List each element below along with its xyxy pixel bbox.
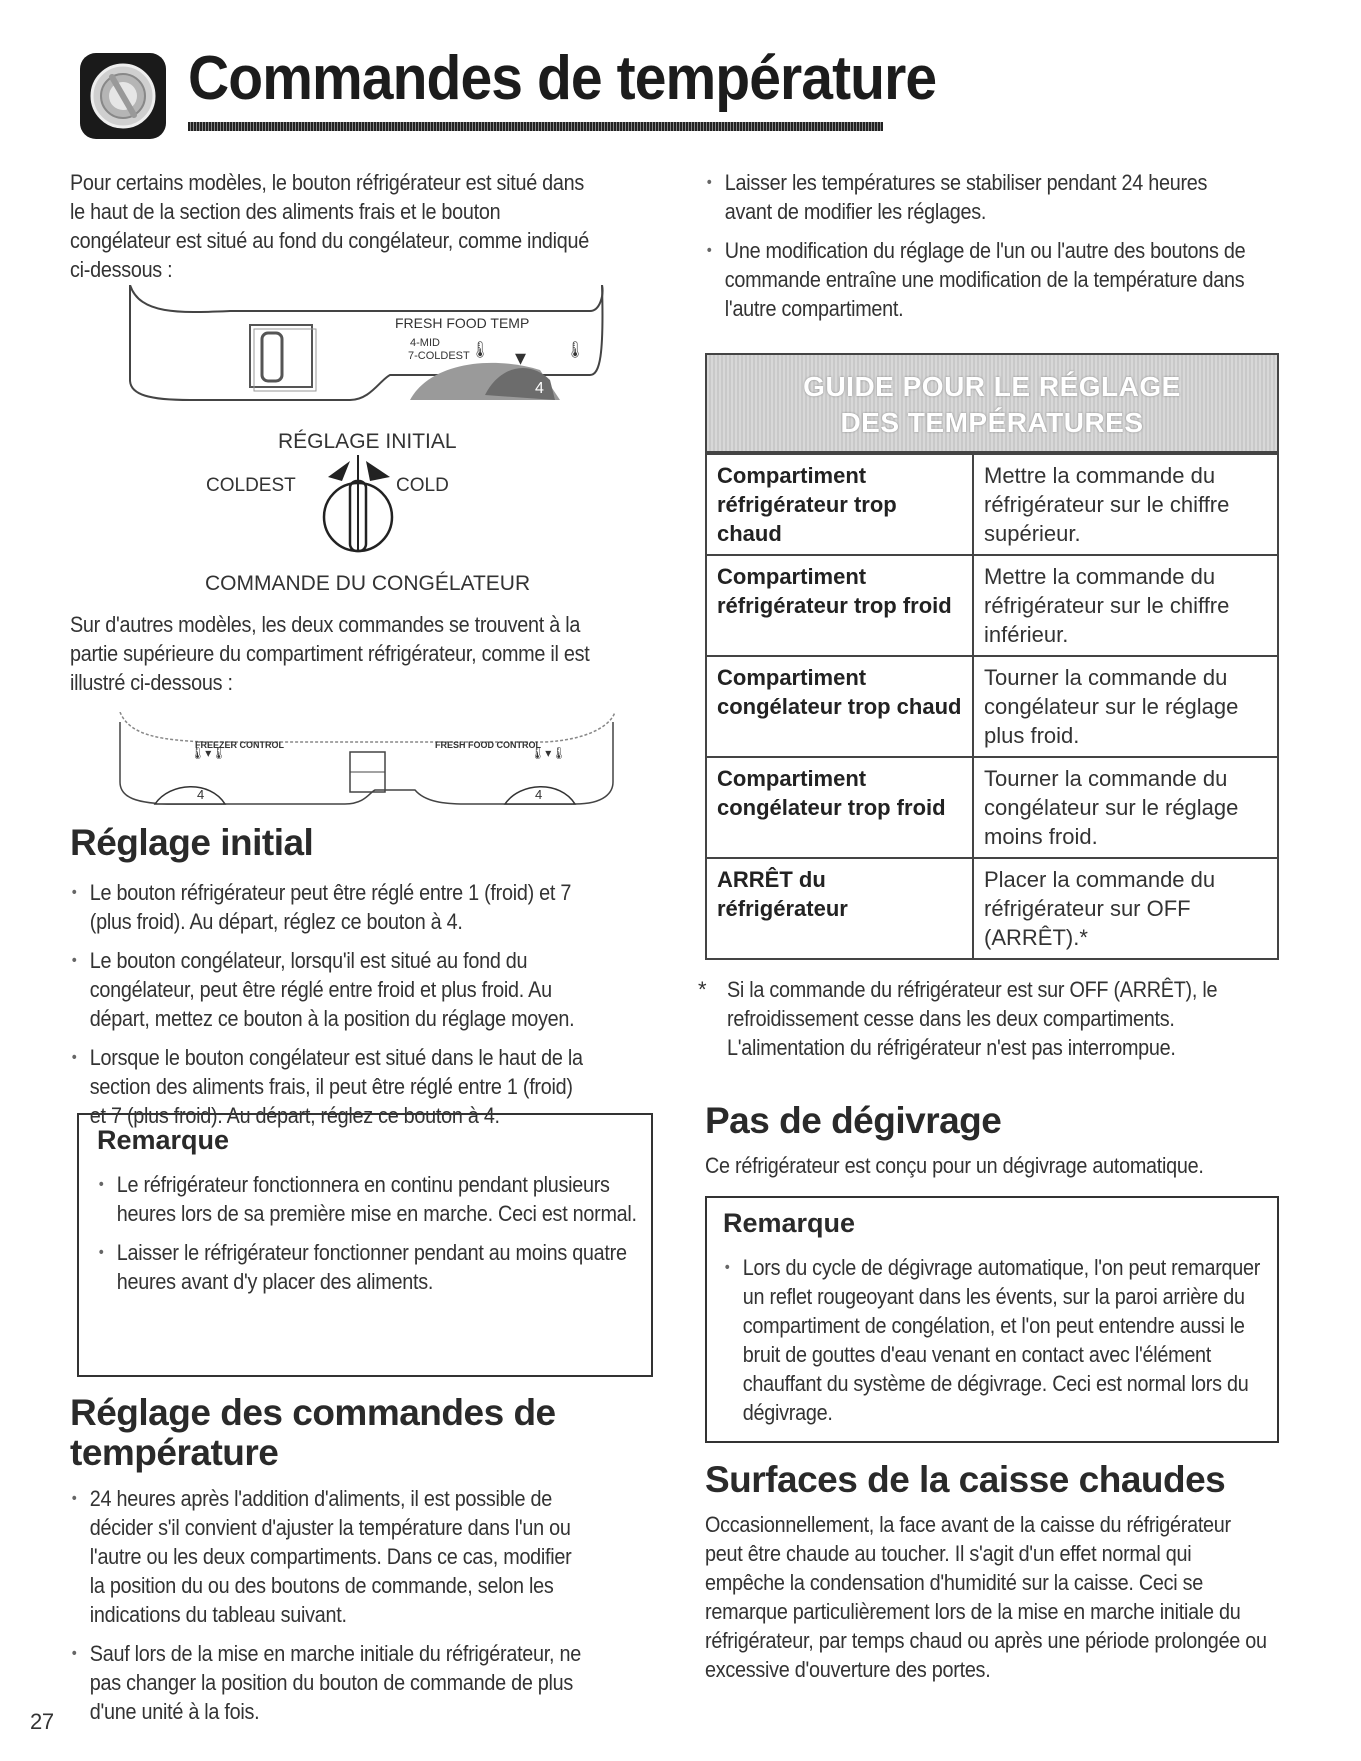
guide-title-line2: DES TEMPÉRATURES [840,407,1144,438]
action-cell: Mettre la commande du réfrigérateur sur le chiffre supérieur. [973,454,1278,555]
left-dial-value: 4 [197,787,205,802]
guide-header [705,353,1279,453]
condition-cell: Compartiment congélateur trop froid [706,757,973,858]
condition-cell: Compartiment réfrigérateur trop chaud [706,454,973,555]
stabilize-list [705,168,1256,333]
note-box [705,1196,1279,1443]
svg-text:🌡: 🌡 [565,342,586,359]
mid-label: 4-MID [410,337,440,349]
list-item: • Le réfrigérateur fonctionnera en continu pendant plusieurs heures lors de sa première mise en marche. Ceci est normal. [97,1170,637,1228]
dual-control-diagram [115,712,615,812]
coldest-label: 7-COLDEST [408,350,470,362]
table-row [706,656,1278,757]
table-row [706,555,1278,656]
fresh-food-control-diagram [120,285,620,420]
note-box [77,1113,653,1377]
freezer-knob-icon [320,455,396,565]
list-item: • Laisser les températures se stabiliser pendant 24 heures avant de modifier les réglages. [705,168,1256,226]
section-title-no-defrost: Pas de dégivrage [705,1100,1002,1141]
initial-setting-list [70,878,590,1140]
condition-cell: ARRÊT du réfrigérateur [706,858,973,959]
table-row [706,757,1278,858]
action-cell: Tourner la commande du congélateur sur le réglage moins froid. [973,757,1278,858]
warm-surfaces-text: Occasionnellement, la face avant de la caisse du réfrigérateur peut être chaude au toucher. Il s'agit d'un effet normal qui empêche la condensation d'humidité sur la caisse. Ceci se remarque particulièrement lors de la mise en marche initiale du réfrigérateur, par temps chaud ou après une période prolongée ou excessive d'ouverture des portes. [705,1512,1267,1682]
freezer-control-caption: COMMANDE DU CONGÉLATEUR [205,572,531,595]
svg-text:4: 4 [535,380,544,397]
fresh-food-control-label: FRESH FOOD CONTROL [435,740,541,750]
section-title-adjust-controls: Réglage des commandes de température [70,1392,556,1473]
coldest-dial-label: COLDEST [206,475,296,496]
table-row [706,454,1278,555]
svg-text:🌡▾🌡: 🌡▾🌡 [190,746,227,760]
section-title-warm-surfaces: Surfaces de la caisse chaudes [705,1459,1226,1500]
condition-cell: Compartiment congélateur trop chaud [706,656,973,757]
thermostat-icon [80,53,166,139]
intro-paragraph: Pour certains modèles, le bouton réfrigérateur est situé dans le haut de la section des aliments frais et le bouton congélateur est situé au fond du congélateur, comme indiqué ci-dessous : [70,170,590,282]
list-item: • Une modification du réglage de l'un ou l'autre des boutons de commande entraîne une modification de la température dans l'autre compartiment. [705,236,1256,323]
table-row [706,858,1278,959]
list-item: • Laisser le réfrigérateur fonctionner pendant au moins quatre heures avant d'y placer des aliments. [97,1238,637,1296]
page-title: Commandes de température [188,44,937,113]
temperature-guide-table [705,353,1279,960]
section-title-initial-setting: Réglage initial [70,822,314,863]
svg-text:🌡▾🌡: 🌡▾🌡 [530,746,567,760]
footnote: Si la commande du réfrigérateur est sur OFF (ARRÊT), le refroidissement cesse dans les deux compartiments. L'alimentation du réfrigérateur n'est pas interrompue. [727,977,1218,1060]
svg-text:▾: ▾ [515,345,527,370]
condition-cell: Compartiment réfrigérateur trop froid [706,555,973,656]
title-underline [188,122,883,131]
footnote-mark: * [698,977,707,1002]
note-title: Remarque [97,1125,230,1155]
list-item: • Le bouton réfrigérateur peut être réglé entre 1 (froid) et 7 (plus froid). Au départ, réglez ce bouton à 4. [70,878,590,936]
guide-title-line1: GUIDE POUR LE RÉGLAGE [803,371,1181,402]
action-cell: Tourner la commande du congélateur sur le réglage plus froid. [973,656,1278,757]
action-cell: Mettre la commande du réfrigérateur sur le chiffre inférieur. [973,555,1278,656]
right-dial-value: 4 [535,787,543,802]
other-models-paragraph: Sur d'autres modèles, les deux commandes se trouvent à la partie supérieure du compartiment réfrigérateur, comme il est illustré ci-dessous : [70,612,590,695]
list-item: • Sauf lors de la mise en marche initiale du réfrigérateur, ne pas changer la position du bouton de commande de plus d'une unité à la fois. [70,1639,590,1726]
list-item: • Le bouton congélateur, lorsqu'il est situé au fond du congélateur, peut être réglé entre froid et plus froid. Au départ, mettez ce bouton à la position du réglage moyen. [70,946,590,1033]
list-item: • Lorsque le bouton congélateur est situé dans le haut de la section des aliments frais, il peut être réglé entre 1 (froid) et 7 (plus froid). Au départ, réglez ce bouton à 4. [70,1043,590,1130]
list-item: • Lors du cycle de dégivrage automatique, l'on peut remarquer un reflet rougeoyant dans les évents, sur la paroi arrière du compartiment de congélation, et l'on peut entendre aussi le bruit de gouttes d'eau venant en contact avec l'élément chauffant du système de dégivrage. Ceci est normal lors du dégivrage. [723,1253,1263,1427]
page-number: 27 [30,1709,54,1734]
fresh-food-temp-label: FRESH FOOD TEMP [395,315,530,331]
note-title: Remarque [723,1208,856,1238]
defrost-text: Ce réfrigérateur est conçu pour un dégivrage automatique. [705,1153,1204,1178]
list-item: • 24 heures après l'addition d'aliments, il est possible de décider s'il convient d'ajuster la température dans l'un ou l'autre ou les deux compartiments. Dans ce cas, modifier la position du ou des boutons de commande, selon les indications du tableau suivant. [70,1484,590,1629]
svg-text:🌡: 🌡 [470,342,491,359]
action-cell: Placer la commande du réfrigérateur sur OFF (ARRÊT).* [973,858,1278,959]
guide-rows [705,453,1279,960]
adjust-controls-list [70,1484,590,1736]
cold-dial-label: COLD [396,475,449,496]
freezer-control-label: FREEZER CONTROL [195,740,284,750]
initial-setting-label: RÉGLAGE INITIAL [278,430,457,453]
header [70,40,937,140]
